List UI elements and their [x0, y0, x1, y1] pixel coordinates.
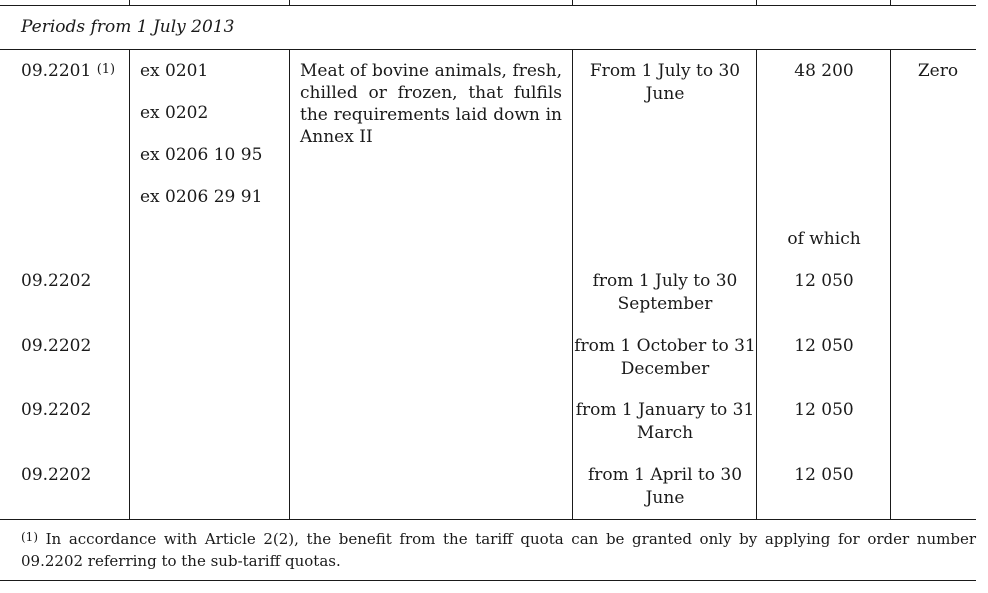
footnote-rule — [0, 580, 976, 581]
sub-order-number-1: 09.2202 — [21, 271, 92, 291]
main-volume: 48 200 — [794, 61, 854, 81]
table-bottom-rule — [0, 519, 976, 520]
col-divider-3 — [572, 49, 573, 520]
goods-description: Meat of bovine animals, fresh, chilled or frozen, that fulfils the requirements laid down in Annex II — [300, 61, 562, 147]
sub-volume-1: 12 050 — [794, 271, 854, 291]
col-divider-4-top — [756, 0, 757, 6]
col-divider-2-top — [289, 0, 290, 6]
main-order-number-text: 09.2201 — [21, 61, 92, 81]
sub-order-number-3: 09.2202 — [21, 400, 92, 420]
footnote — [21, 529, 976, 572]
top-rule — [0, 5, 976, 6]
sub-quota-period-2: from 1 October to 31 December — [574, 336, 756, 379]
header-rule — [0, 49, 976, 50]
main-order-number — [21, 60, 115, 84]
sub-volume-3: 12 050 — [794, 400, 854, 420]
sub-quota-period-1: from 1 July to 30 September — [592, 271, 738, 314]
sub-quota-period-3: from 1 January to 31 March — [575, 400, 755, 443]
cn-code-2: ex 0202 — [140, 103, 209, 123]
col-divider-3-top — [572, 0, 573, 6]
col-divider-2 — [289, 49, 290, 520]
cn-code-3: ex 0206 10 95 — [140, 145, 263, 165]
col-divider-1-top — [129, 0, 130, 6]
period-heading: Periods from 1 July 2013 — [21, 17, 235, 37]
footnote-text: In accordance with Article 2(2), the benefit from the tariff quota can be granted only by applying for order number 09.2202 referring to the sub-tariff quotas. — [21, 530, 976, 570]
duty-rate: Zero — [917, 61, 959, 81]
of-which-label: of which — [787, 229, 861, 249]
cn-code-1: ex 0201 — [140, 61, 209, 81]
footnote-mark: (1) — [21, 530, 38, 544]
sub-volume-2: 12 050 — [794, 336, 854, 356]
main-quota-period: From 1 July to 30 June — [589, 61, 741, 104]
main-footnote-mark: (1) — [96, 62, 116, 77]
sub-volume-4: 12 050 — [794, 465, 854, 485]
sub-order-number-2: 09.2202 — [21, 336, 92, 356]
sub-quota-period-4: from 1 April to 30 June — [587, 465, 743, 508]
col-divider-1 — [129, 49, 130, 520]
sub-order-number-4: 09.2202 — [21, 465, 92, 485]
col-divider-5-top — [890, 0, 891, 6]
col-divider-5 — [890, 49, 891, 520]
col-divider-4 — [756, 49, 757, 520]
cn-code-4: ex 0206 29 91 — [140, 187, 263, 207]
